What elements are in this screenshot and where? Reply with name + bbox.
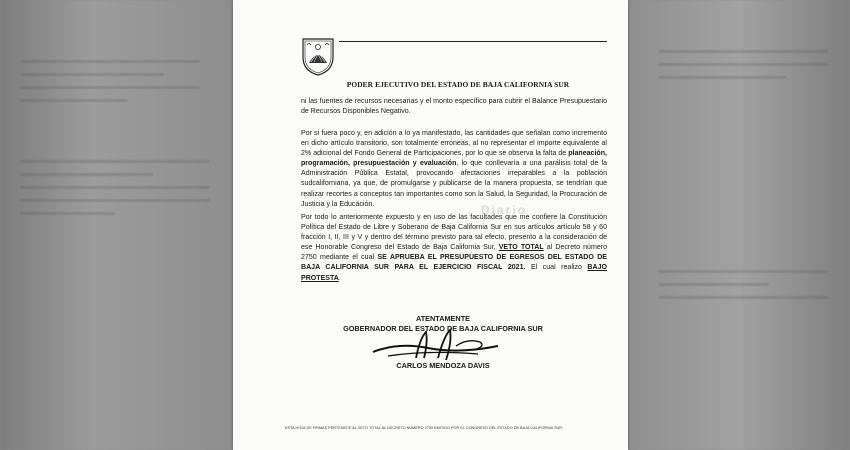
document-page: [233, 0, 628, 450]
blurred-text: [658, 50, 828, 89]
paragraph-3-period: .: [338, 274, 341, 282]
paragraph-2: [301, 129, 607, 210]
page-title: PODER EJECUTIVO DEL ESTADO DE BAJA CALIFORNIA SUR: [346, 80, 570, 89]
blurred-text: [20, 60, 200, 112]
paragraph-3-text: Por todo lo anteriormente expuesto y en uso de las facultades que me confiere la Constitución Política del Estado de Libre y Soberano de Baja California Sur en sus artículos artículo 58 y 60 fracción I, II, III y V y dentro del término previsto para tal efecto, presento a la consideración de ese Honorable Congreso del Estado de Baja California Sur,: [301, 214, 607, 252]
paragraph-3-text-end: El cual realizo: [525, 264, 588, 272]
paragraph-2-text-end: , lo que conllevaría a una parálisis total de la Administración Pública Estatal, provocando afectaciones irreparables a la población sudcaliforniana, ya que, de promulgarse y publicarse de la manera propuesta, se tendrían que realizar recortes a conceptos tan importantes como son la Salud, la Seguridad, la Procuración de Justicia y la Educación.: [301, 160, 607, 208]
paragraph-3-text-mid: al Decreto número 2750 mediante el cual: [301, 244, 608, 262]
paragraph-2-text: Por si fuera poco y, en adición a lo ya manifestado, las cantidades que señalan como incremento en dicho artículo transitorio, son totalmente erróneas, al no representar el importe equivalente al 2% adicional del Fondo General de Participaciones, por lo que se observa la falta de: [301, 130, 607, 158]
watermark: Diario: [481, 203, 528, 217]
signer-office: GOBERNADOR DEL ESTADO DE BAJA CALIFORNIA SUR: [343, 324, 543, 333]
paragraph-3: [301, 213, 607, 284]
decree-statement: SE APRUEBA EL PRESUPUESTO DE EGRESOS DEL ESTADO DE BAJA CALIFORNIA SUR PARA EL EJERCICIO FISCAL 2021.: [301, 254, 607, 272]
veto-total-label: VETO TOTAL: [498, 244, 544, 252]
closing-salutation: ATENTAMENTE: [415, 314, 471, 323]
background-left: [0, 0, 233, 450]
background-right: [628, 0, 850, 450]
header-rule: [339, 41, 607, 42]
blurred-text: [20, 160, 210, 225]
blurred-text: [658, 270, 828, 309]
paragraph-1: ni las fuentes de recursos necesarias y el monto específico para cubrir el Balance Presupuestario de Recursos Disponibles Negativo.: [301, 98, 607, 116]
paragraph-2-emphasis: planeación, programación, presupuestación y evaluación: [301, 150, 607, 168]
signature-icon: [368, 328, 503, 364]
footer-note: ESTA HOJA DE FIRMAS PERTENECE AL VETO TOTAL AL DECRETO NÚMERO 2750 EMITIDO POR EL CONGRESO DEL ESTADO DE BAJA CALIFORNIA SUR.: [285, 426, 564, 430]
signer-name: CARLOS MENDOZA DAVIS: [396, 361, 490, 370]
state-coat-of-arms-icon: [299, 33, 337, 77]
bajo-protesta-label: BAJO PROTESTA: [301, 264, 607, 282]
